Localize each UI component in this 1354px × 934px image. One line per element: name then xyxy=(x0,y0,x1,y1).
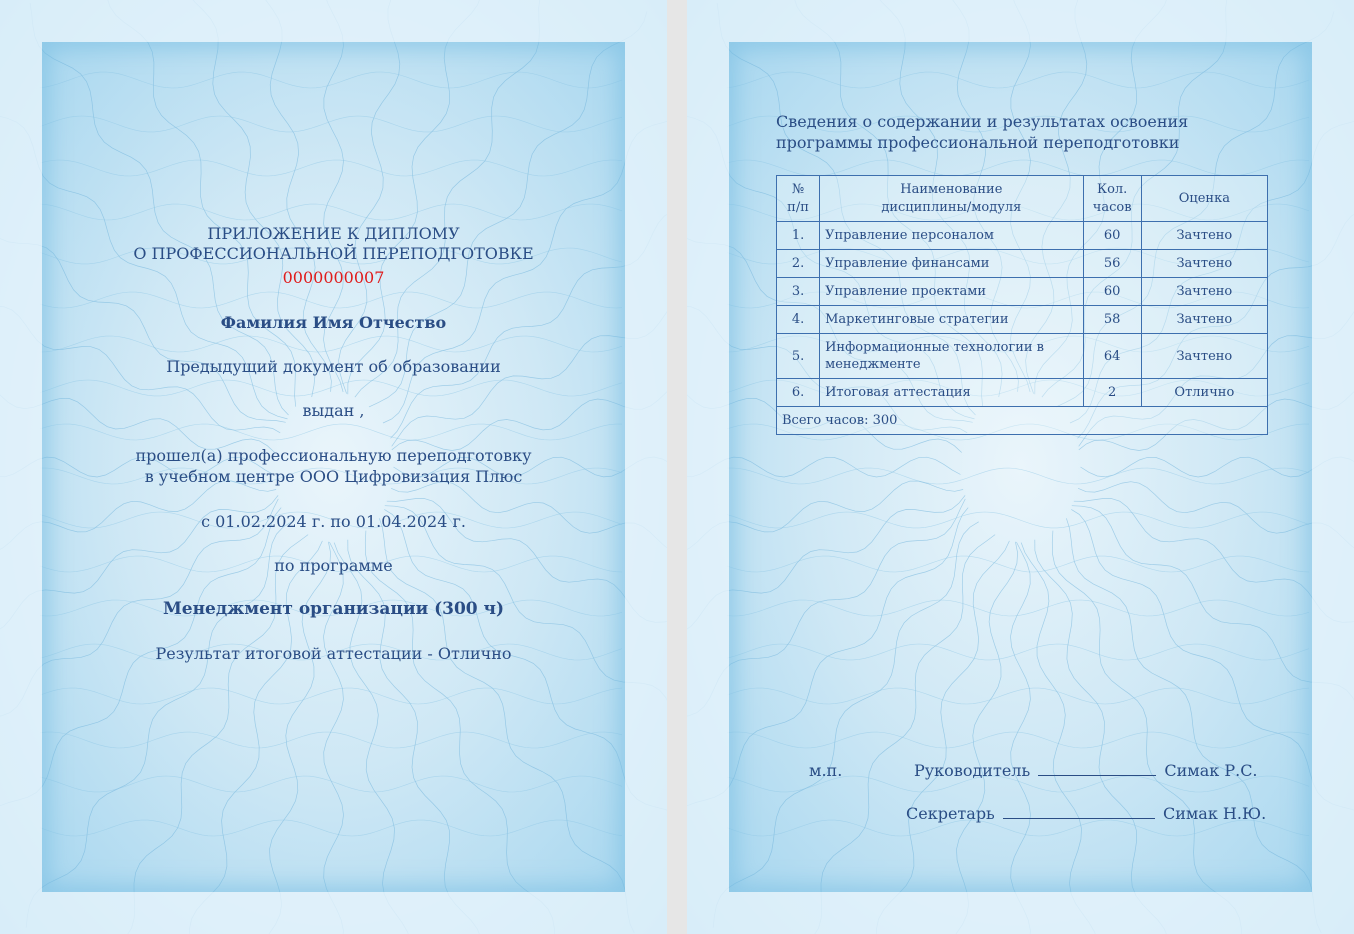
heading-line-1: Сведения о содержании и результатах освоения xyxy=(776,112,1189,131)
head-name: Симак Р.С. xyxy=(1164,761,1258,780)
heading-line-2: программы профессиональной переподготовки xyxy=(776,133,1180,152)
completion-statement xyxy=(0,445,667,487)
row-hours: 64 xyxy=(1083,334,1141,379)
head-signature-line xyxy=(914,761,1258,780)
document-number: 0000000007 xyxy=(282,268,385,287)
head-signature-blank xyxy=(1038,761,1156,776)
issued-label: выдан , xyxy=(302,401,365,420)
header-grade: Оценка xyxy=(1141,176,1267,222)
total-hours: Всего часов: 300 xyxy=(777,407,1268,435)
program-content-heading xyxy=(776,111,1256,153)
row-number: 3. xyxy=(777,278,820,306)
row-hours: 2 xyxy=(1083,379,1141,407)
row-grade: Зачтено xyxy=(1141,222,1267,250)
row-number: 4. xyxy=(777,306,820,334)
program-name: Менеджмент организации (300 ч) xyxy=(162,599,505,619)
stamp-place-label: м.п. xyxy=(809,761,843,780)
diploma-appendix-front-page xyxy=(0,0,667,934)
table-header-row xyxy=(777,176,1268,222)
secretary-label: Секретарь xyxy=(906,804,995,823)
table-total-row xyxy=(777,407,1268,435)
header-number: № п/п xyxy=(777,176,820,222)
row-hours: 60 xyxy=(1083,222,1141,250)
head-label: Руководитель xyxy=(914,761,1031,780)
completion-line-2: в учебном центре ООО Цифровизация Плюс xyxy=(144,467,523,486)
row-grade: Зачтено xyxy=(1141,306,1267,334)
table-row xyxy=(777,278,1268,306)
header-hours: Кол. часов xyxy=(1083,176,1141,222)
title-line-2: О ПРОФЕССИОНАЛЬНОЙ ПЕРЕПОДГОТОВКЕ xyxy=(133,244,534,263)
title-line-1: ПРИЛОЖЕНИЕ К ДИПЛОМУ xyxy=(207,224,460,243)
row-discipline: Управление финансами xyxy=(820,250,1084,278)
row-number: 2. xyxy=(777,250,820,278)
table-row xyxy=(777,250,1268,278)
secretary-signature-line xyxy=(906,804,1266,823)
row-discipline: Управление персоналом xyxy=(820,222,1084,250)
row-discipline: Маркетинговые стратегии xyxy=(820,306,1084,334)
row-hours: 56 xyxy=(1083,250,1141,278)
row-grade: Зачтено xyxy=(1141,278,1267,306)
row-number: 1. xyxy=(777,222,820,250)
secretary-signature-blank xyxy=(1003,804,1155,819)
secretary-name: Симак Н.Ю. xyxy=(1162,804,1267,823)
by-program-label: по программе xyxy=(274,556,393,575)
table-row xyxy=(777,222,1268,250)
row-hours: 58 xyxy=(1083,306,1141,334)
header-discipline: Наименование дисциплины/модуля xyxy=(820,176,1084,222)
document-title xyxy=(0,224,667,264)
row-grade: Зачтено xyxy=(1141,250,1267,278)
completion-line-1: прошел(а) профессиональную переподготовку xyxy=(135,446,532,465)
row-number: 5. xyxy=(777,334,820,379)
table-row xyxy=(777,334,1268,379)
row-grade: Зачтено xyxy=(1141,334,1267,379)
previous-document-label: Предыдущий документ об образовании xyxy=(166,357,501,376)
table-row xyxy=(777,379,1268,407)
row-discipline: Итоговая аттестация xyxy=(820,379,1084,407)
row-number: 6. xyxy=(777,379,820,407)
row-grade: Отлично xyxy=(1141,379,1267,407)
table-row xyxy=(777,306,1268,334)
disciplines-table xyxy=(776,175,1268,435)
final-result: Результат итоговой аттестации - Отлично xyxy=(155,644,512,663)
holder-full-name: Фамилия Имя Отчество xyxy=(220,313,447,332)
study-period: с 01.02.2024 г. по 01.04.2024 г. xyxy=(201,512,466,531)
row-discipline: Информационные технологии в менеджменте xyxy=(820,334,1084,379)
row-discipline: Управление проектами xyxy=(820,278,1084,306)
row-hours: 60 xyxy=(1083,278,1141,306)
diploma-appendix-back-page xyxy=(687,0,1354,934)
